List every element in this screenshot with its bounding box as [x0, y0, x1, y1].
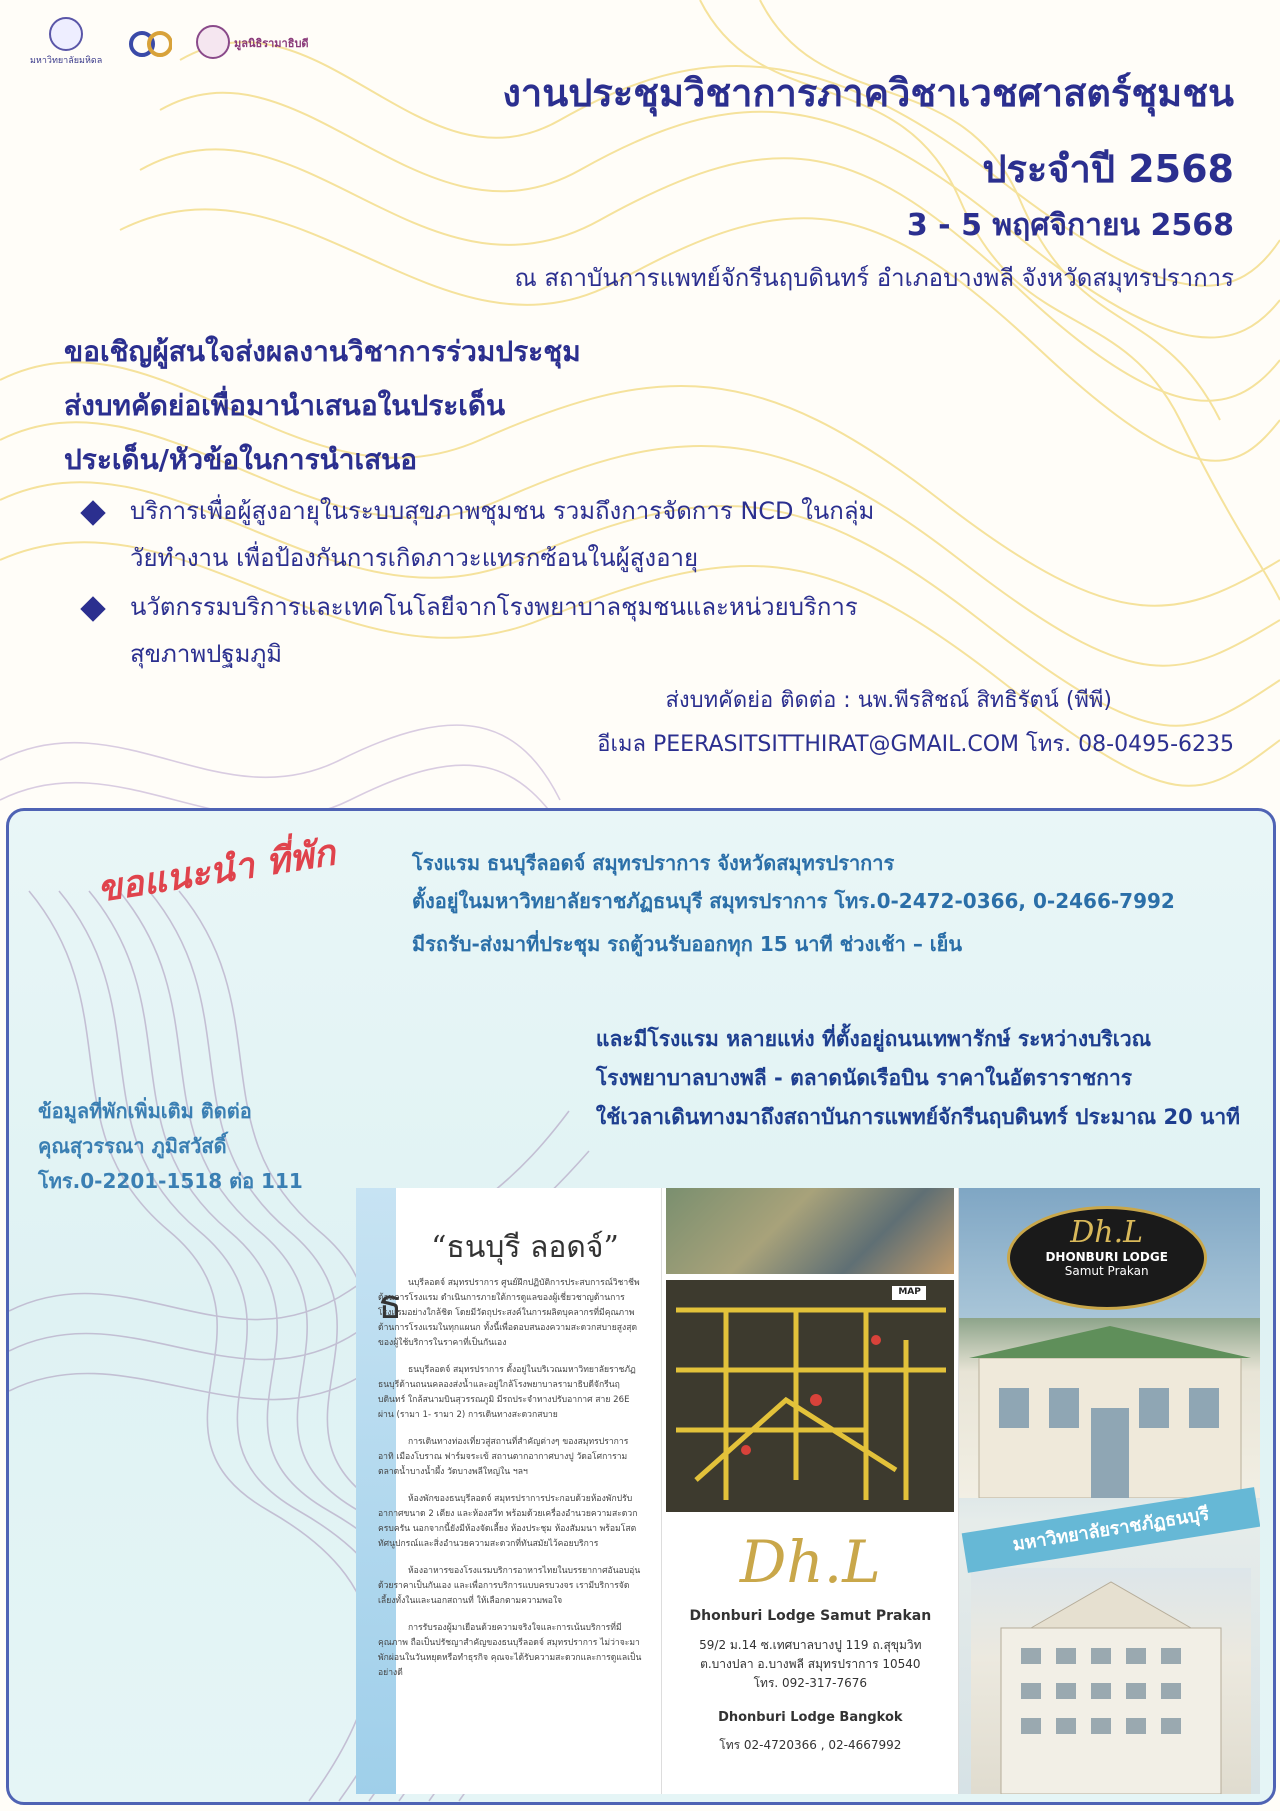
extra-contact-phone: โทร.0-2201-1518 ต่อ 111	[38, 1169, 303, 1193]
address-phone: โทร. 092-317-7676	[753, 1676, 868, 1690]
invitation-line: ขอเชิญผู้สนใจส่งผลงานวิชาการร่วมประชุม	[64, 335, 581, 368]
extra-contact-line: ข้อมูลที่พักเพิ่มเติม ติดต่อ	[38, 1099, 252, 1123]
topic-text: บริการเพื่อผู้สูงอายุในระบบสุขภาพชุมชน รวมถึงการจัดการ NCD ในกลุ่ม	[130, 497, 875, 525]
brochure-paragraph: ห้องพักของธนบุรีลอดจ์ สมุทรปราการประกอบด้วยห้องพักปรับอากาศขนาด 2 เตียง และห้องสวีท พร้อมด้วยเครื่องอำนวยความสะดวกครบครัน นอกจากนี้ยังมีห้องจัดเลี้ยง ห้องประชุม ห้องสัมมนา พร้อมโสตทัศนูปกรณ์และสิ่งอำนวยความสะดวกที่ทันสมัยไว้คอยบริการ	[378, 1494, 638, 1549]
bangkok-branch-phone: โทร 02-4720366 , 02-4667992	[719, 1738, 902, 1752]
brochure-photo-strip	[666, 1188, 954, 1274]
brochure-paragraph: นบุรีลอดจ์ สมุทรปราการ ศูนย์ฝึกปฏิบัติการประสบการณ์วิชาชีพด้านการโรงแรม ดำเนินการภายใต้การดูแลของผู้เชี่ยวชาญด้านการโรงแรมอย่างใกล้ชิด โดยมีวัตถุประสงค์ในการผลิตบุคลากรที่มีคุณภาพด้านการโรงแรมในทุกแผนก ทั้งนี้เพื่อตอบสนองความสะดวกสบายสูงสุดของผู้ใช้บริการในราคาที่เป็นกันเอง	[378, 1278, 640, 1348]
brochure-paragraph: การเดินทางท่องเที่ยวสู่สถานที่สำคัญต่างๆ ของสมุทรปราการ อาทิ เมืองโบราณ ฟาร์มจระเข้ สถานตากอากาศบางปู วัดอโศการาม ตลาดน้ำบางน้ำผึ้ง วัดบางพลีใหญ่ใน ฯลฯ	[378, 1437, 629, 1477]
university-building-photo	[971, 1568, 1251, 1794]
conference-date: 3 - 5 พฤศจิกายน 2568	[906, 208, 1234, 243]
other-hotels-info	[596, 1020, 1240, 1137]
topic-item	[78, 584, 1198, 678]
other-hotels-line: และมีโรงแรม หลายแห่ง ที่ตั้งอยู่ถนนเทพารักษ์ ระหว่างบริเวณ	[595, 1027, 1152, 1051]
accommodation-heading: ขอแนะนำ ที่พัก	[94, 832, 338, 911]
topic-item	[78, 488, 1198, 582]
topic-text: สุขภาพปฐมภูมิ	[130, 640, 283, 668]
topics-heading: ประเด็น/หัวข้อในการนำเสนอ	[64, 443, 418, 476]
brochure-title: “ธนบุรี ลอดจ์”	[431, 1230, 619, 1265]
brochure-body	[378, 1276, 644, 1693]
brochure-map	[666, 1280, 954, 1512]
brochure-photo-panel	[959, 1188, 1260, 1794]
anniversary-60-icon	[128, 22, 172, 62]
conference-venue: ณ สถาบันการแพทย์จักรีนฤบดินทร์ อำเภอบางพลี จังหวัดสมุทรปราการ	[514, 264, 1234, 292]
hotel-brochure-name: Dhonburi Lodge Samut Prakan	[689, 1608, 932, 1624]
emblem-location: Samut Prakan	[1064, 1264, 1149, 1278]
map-roads-icon	[666, 1280, 954, 1512]
hotel-brochure	[356, 1188, 1260, 1794]
conference-title: งานประชุมวิชาการภาควิชาเวชศาสตร์ชุมชน	[502, 71, 1234, 115]
mahidol-logo	[30, 14, 102, 70]
foundation-emblem-icon	[196, 25, 230, 59]
invitation-line: ส่งบทคัดย่อเพื่อมานำเสนอในประเด็น	[64, 389, 506, 422]
invitation	[64, 325, 581, 433]
emblem-logo-text: Dh.L	[1070, 1215, 1144, 1250]
university-banner: มหาวิทยาลัยราชภัฏธนบุรี	[961, 1487, 1260, 1573]
address-line: 59/2 ม.14 ซ.เทศบาลบางปู 119 ถ.สุขุมวิท	[699, 1638, 922, 1652]
anniversary-logo	[128, 14, 172, 70]
building-icon	[959, 1318, 1260, 1498]
topic-text: นวัตกรรมบริการและเทคโนโลยีจากโรงพยาบาลชุมชนและหน่วยบริการ	[130, 593, 858, 621]
diamond-bullet-icon	[80, 596, 105, 621]
shuttle-info: มีรถรับ-ส่งมาที่ประชุม รถตู้วนรับออกทุก 15 นาที ช่วงเช้า – เย็น	[412, 932, 963, 956]
diamond-bullet-icon	[80, 500, 105, 525]
bangkok-branch-name: Dhonburi Lodge Bangkok	[718, 1710, 903, 1725]
hotel-location-phone: ตั้งอยู่ในมหาวิทยาลัยราชภัฏธนบุรี สมุทรปราการ โทร.0-2472-0366, 0-2466-7992	[412, 889, 1175, 913]
hotel-building-photo	[959, 1318, 1260, 1498]
abstract-contact: ส่งบทคัดย่อ ติดต่อ : นพ.พีรสิชณ์ สิทธิรัตน์ (พีพี)	[665, 688, 1112, 713]
tower-building-icon	[971, 1568, 1251, 1794]
brochure-text-panel	[356, 1188, 662, 1794]
brochure-paragraph: ธนบุรีลอดจ์ สมุทรปราการ ตั้งอยู่ในบริเวณมหาวิทยาลัยราชภัฏธนบุรีด้านถนนคลองส่งน้ำและอยู่ใกล้โรงพยาบาลรามาธิบดีจักรีนฤบดินทร์ ใกล้สนามบินสุวรรณภูมิ มีรถประจำทางปรับอากาศ สาย 26E ผ่าน (รามา 1- รามา 2) การเดินทางสะดวกสบาย	[378, 1365, 636, 1420]
extra-contact	[38, 1094, 303, 1199]
hotel-brochure-address	[662, 1636, 958, 1693]
dhl-logo: Dh.L	[739, 1528, 881, 1596]
topic-text: วัยทำงาน เพื่อป้องกันการเกิดภาวะแทรกซ้อนในผู้สูงอายุ	[130, 544, 699, 572]
emblem-name: DHONBURI LODGE	[1045, 1250, 1168, 1264]
rama-foundation-logo	[196, 14, 309, 70]
other-hotels-line: ใช้เวลาเดินทางมาถึงสถาบันการแพทย์จักรีนฤบดินทร์ ประมาณ 20 นาที	[595, 1105, 1240, 1129]
hotel-info	[412, 844, 1175, 920]
other-hotels-line: โรงพยาบาลบางพลี - ตลาดนัดเรือบิน ราคาในอัตราราชการ	[595, 1066, 1133, 1090]
brochure-paragraph: การรับรองผู้มาเยือนด้วยความจริงใจและการเน้นบริการที่มีคุณภาพ ถือเป็นปรัชญาสำคัญของธนบุรีลอดจ์ สมุทรปราการ ไม่ว่าจะมาพักผ่อนในวันหยุดหรือทำธุรกิจ คุณจะได้รับความสะดวกและการดูแลเป็นอย่างดี	[378, 1623, 642, 1678]
mahidol-emblem-icon	[49, 17, 83, 51]
brochure-map-panel	[662, 1188, 958, 1794]
topic-list	[78, 488, 1198, 680]
extra-contact-name: คุณสุวรรณา ภูมิสวัสดิ์	[38, 1134, 227, 1158]
brochure-paragraph: ห้องอาหารของโรงแรมบริการอาหารไทยในบรรยากาศอันอบอุ่น ด้วยราคาเป็นกันเอง และเพื่อการบริการแบบครบวงจร เรามีบริการจัดเลี้ยงทั้งในและนอกสถานที่ ให้เลือกตามความพอใจ	[378, 1566, 641, 1606]
dhonburi-lodge-emblem	[1007, 1206, 1207, 1310]
address-line: ต.บางปลา อ.บางพลี สมุทรปราการ 10540	[700, 1657, 921, 1671]
mahidol-logo-text: มหาวิทยาลัยมหิดล	[30, 56, 103, 66]
brochure-dropcap: ธ	[378, 1282, 403, 1328]
foundation-logo-text: มูลนิธิรามาธิบดี	[234, 37, 309, 50]
contact-email-phone[interactable]: อีเมล PEERASITSITTHIRAT@GMAIL.COM โทร. 08-0495-6235	[597, 732, 1234, 757]
hotel-name: โรงแรม ธนบุรีลอดจ์ สมุทรปราการ จังหวัดสมุทรปราการ	[412, 851, 895, 875]
conference-year: ประจำปี 2568	[982, 147, 1234, 191]
map-label: MAP	[898, 1287, 921, 1297]
